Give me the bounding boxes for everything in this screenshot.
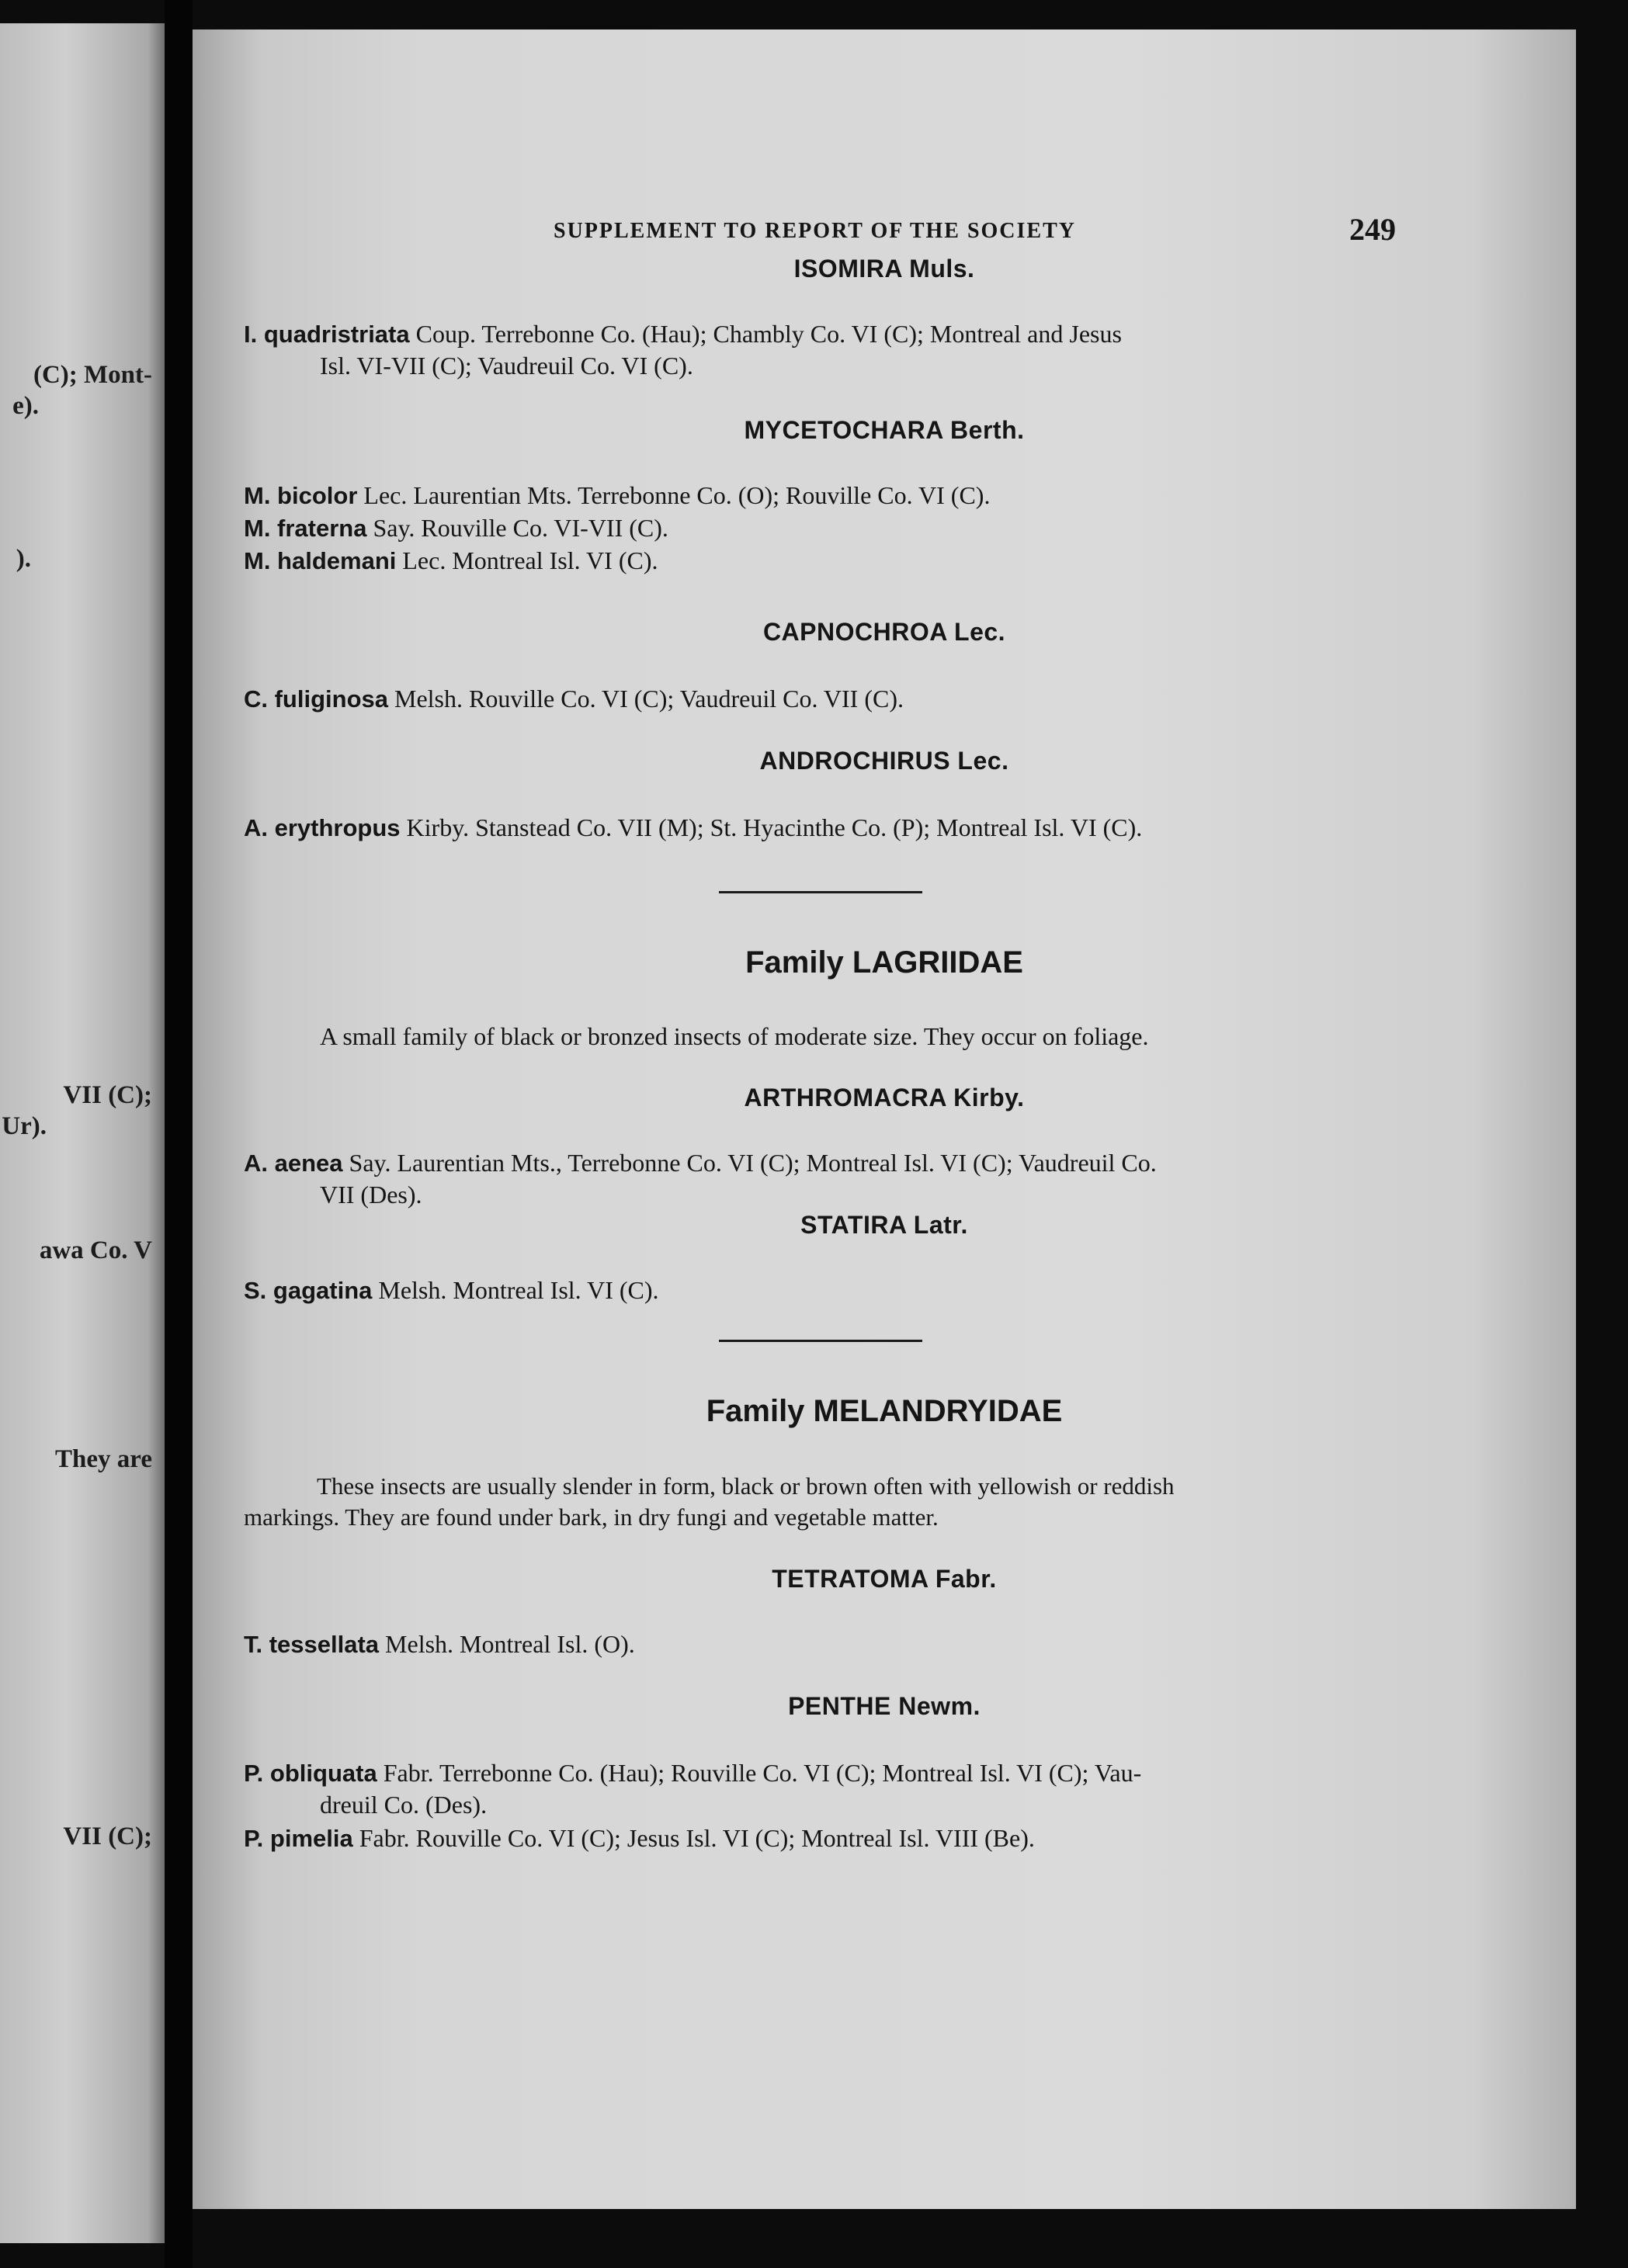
genus-heading-statira [193, 1211, 1576, 1240]
page-number: 249 [1349, 212, 1396, 247]
species-name: A. erythropus [244, 814, 401, 841]
family-heading-melandryidae [193, 1394, 1576, 1429]
genus-author: Lec. [954, 618, 1006, 646]
genus-heading-mycetochara [193, 416, 1576, 445]
left-page-fragment [0, 23, 165, 2243]
species-record: Melsh. Montreal Isl. (O). [379, 1630, 635, 1658]
genus-author: Lec. [957, 747, 1009, 775]
left-text-fragment: e). [12, 392, 39, 420]
genus-name: CAPNOCHROA [762, 618, 947, 646]
species-record: Say. Rouville Co. VI-VII (C). [366, 514, 668, 542]
genus-heading-tetratoma [193, 1565, 1576, 1593]
species-entry [244, 1822, 1399, 1854]
family-description: These insects are usually slender in form, black or brown often with yellowish or reddish [317, 1472, 1175, 1500]
document-page [193, 29, 1576, 2209]
genus-heading-penthe [193, 1692, 1576, 1721]
species-name: A. aenea [244, 1150, 343, 1177]
genus-name: TETRATOMA [772, 1565, 929, 1593]
species-record-continued: VII (Des). [320, 1181, 422, 1209]
family-description-continued: markings. They are found under bark, in dry fungi and vegetable matter. [244, 1503, 939, 1531]
species-record: Say. Laurentian Mts., Terrebonne Co. VI (C); Montreal Isl. VI (C); Vaudreuil Co. [342, 1149, 1157, 1177]
species-record-continued: Isl. VI-VII (C); Vaudreuil Co. VI (C). [320, 352, 693, 380]
species-entry [244, 1274, 1399, 1306]
left-text-fragment: VII (C); [63, 1822, 152, 1850]
family-heading-lagriidae [193, 945, 1576, 980]
family-name: LAGRIIDAE [852, 945, 1023, 980]
left-text-fragment: awa Co. V [39, 1236, 152, 1264]
genus-name: STATIRA [800, 1211, 907, 1239]
family-label: Family [706, 1394, 805, 1428]
species-name: M. bicolor [244, 482, 358, 509]
genus-author: Muls. [909, 255, 975, 283]
species-name: I. quadristriata [244, 321, 410, 348]
genus-author: Fabr. [935, 1565, 997, 1593]
genus-heading-androchirus [193, 747, 1576, 775]
species-entry [244, 683, 1399, 715]
species-entry [244, 480, 1399, 512]
species-record: Melsh. Rouville Co. VI (C); Vaudreuil Co. VII (C). [388, 685, 904, 713]
species-entry [244, 1628, 1399, 1660]
left-text-fragment: They are [55, 1445, 152, 1473]
left-text-fragment: Ur). [2, 1112, 47, 1140]
running-title: SUPPLEMENT TO REPORT OF THE SOCIETY [554, 219, 1076, 243]
genus-author: Berth. [950, 416, 1025, 444]
species-record-continued: dreuil Co. (Des). [320, 1791, 488, 1819]
species-entry [244, 1147, 1399, 1210]
genus-name: MYCETOCHARA [744, 416, 943, 444]
book-spine-gutter [165, 0, 193, 2268]
genus-name: ANDROCHIRUS [759, 747, 951, 775]
species-entry [244, 318, 1399, 381]
left-text-fragment: ). [16, 545, 31, 573]
genus-heading-isomira [193, 255, 1576, 283]
section-divider [719, 891, 922, 893]
species-name: S. gagatina [244, 1277, 373, 1304]
genus-author: Newm. [898, 1692, 981, 1720]
species-record: Kirby. Stanstead Co. VII (M); St. Hyacinthe Co. (P); Montreal Isl. VI (C). [400, 813, 1143, 841]
species-name: M. haldemani [244, 547, 397, 574]
species-name: C. fuliginosa [244, 685, 388, 713]
genus-name: PENTHE [788, 1692, 891, 1720]
genus-author: Kirby. [953, 1084, 1025, 1111]
genus-name: ISOMIRA [793, 255, 902, 283]
species-entry [244, 512, 1399, 544]
species-record: Fabr. Rouville Co. VI (C); Jesus Isl. VI (C); Montreal Isl. VIII (Be). [352, 1824, 1035, 1852]
species-record: Lec. Montreal Isl. VI (C). [396, 546, 658, 574]
species-record: Melsh. Montreal Isl. VI (C). [372, 1276, 659, 1304]
section-divider [719, 1340, 922, 1342]
species-name: M. fraterna [244, 515, 367, 542]
species-entry [244, 545, 1399, 577]
species-record: Coup. Terrebonne Co. (Hau); Chambly Co. VI (C); Montreal and Jesus [409, 320, 1122, 348]
species-record: Lec. Laurentian Mts. Terrebonne Co. (O); Rouville Co. VI (C). [357, 481, 991, 509]
species-entry [244, 1757, 1399, 1820]
family-label: Family [745, 945, 844, 980]
genus-name: ARTHROMACRA [744, 1084, 946, 1111]
species-record: Fabr. Terrebonne Co. (Hau); Rouville Co. VI (C); Montreal Isl. VI (C); Vau- [377, 1759, 1142, 1787]
genus-heading-capnochroa [193, 618, 1576, 647]
species-name: P. obliquata [244, 1760, 377, 1787]
family-description: A small family of black or bronzed insects of moderate size. They occur on foliage. [320, 1022, 1149, 1050]
family-name: MELANDRYIDAE [813, 1394, 1063, 1428]
genus-heading-arthromacra [193, 1084, 1576, 1112]
species-name: T. tessellata [244, 1631, 380, 1658]
species-name: P. pimelia [244, 1825, 353, 1852]
genus-author: Latr. [913, 1211, 968, 1239]
left-text-fragment: (C); Mont- [33, 361, 152, 389]
left-text-fragment: VII (C); [63, 1081, 152, 1109]
species-entry [244, 812, 1399, 844]
